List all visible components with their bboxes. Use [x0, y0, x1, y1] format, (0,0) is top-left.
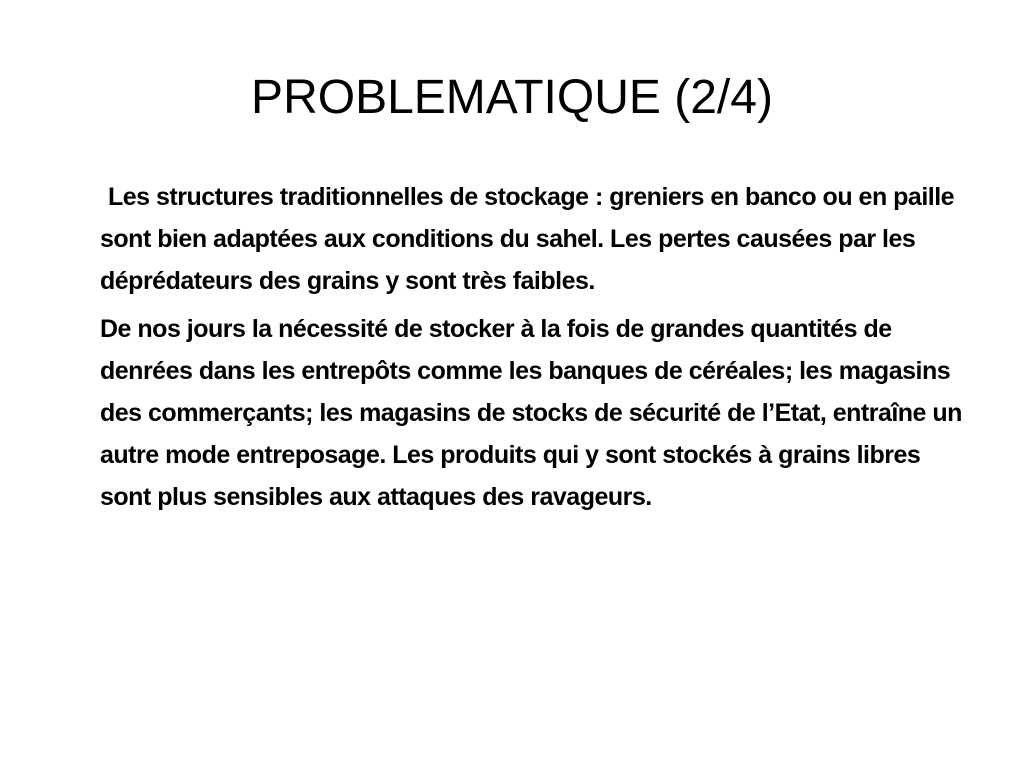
- slide-body: [100, 176, 970, 524]
- paragraph-modern-storage: De nos jours la nécessité de stocker à la fois de grandes quantités de denrées dans les entrepôts comme les banques de céréales; les magasins des commerçants; les magasins de stocks de sécurité de l’Etat, entraîne un autre mode entreposage. Les produits qui y sont stockés à grains libres sont plus sensibles aux attaques des ravageurs.: [100, 315, 962, 511]
- slide-title: PROBLEMATIQUE (2/4): [251, 71, 773, 124]
- paragraph-traditional-storage: Les structures traditionnelles de stockage : greniers en banco ou en paille sont bien adaptées aux conditions du sahel. Les pertes causées par les déprédateurs des grains y sont très faibles.: [100, 183, 955, 295]
